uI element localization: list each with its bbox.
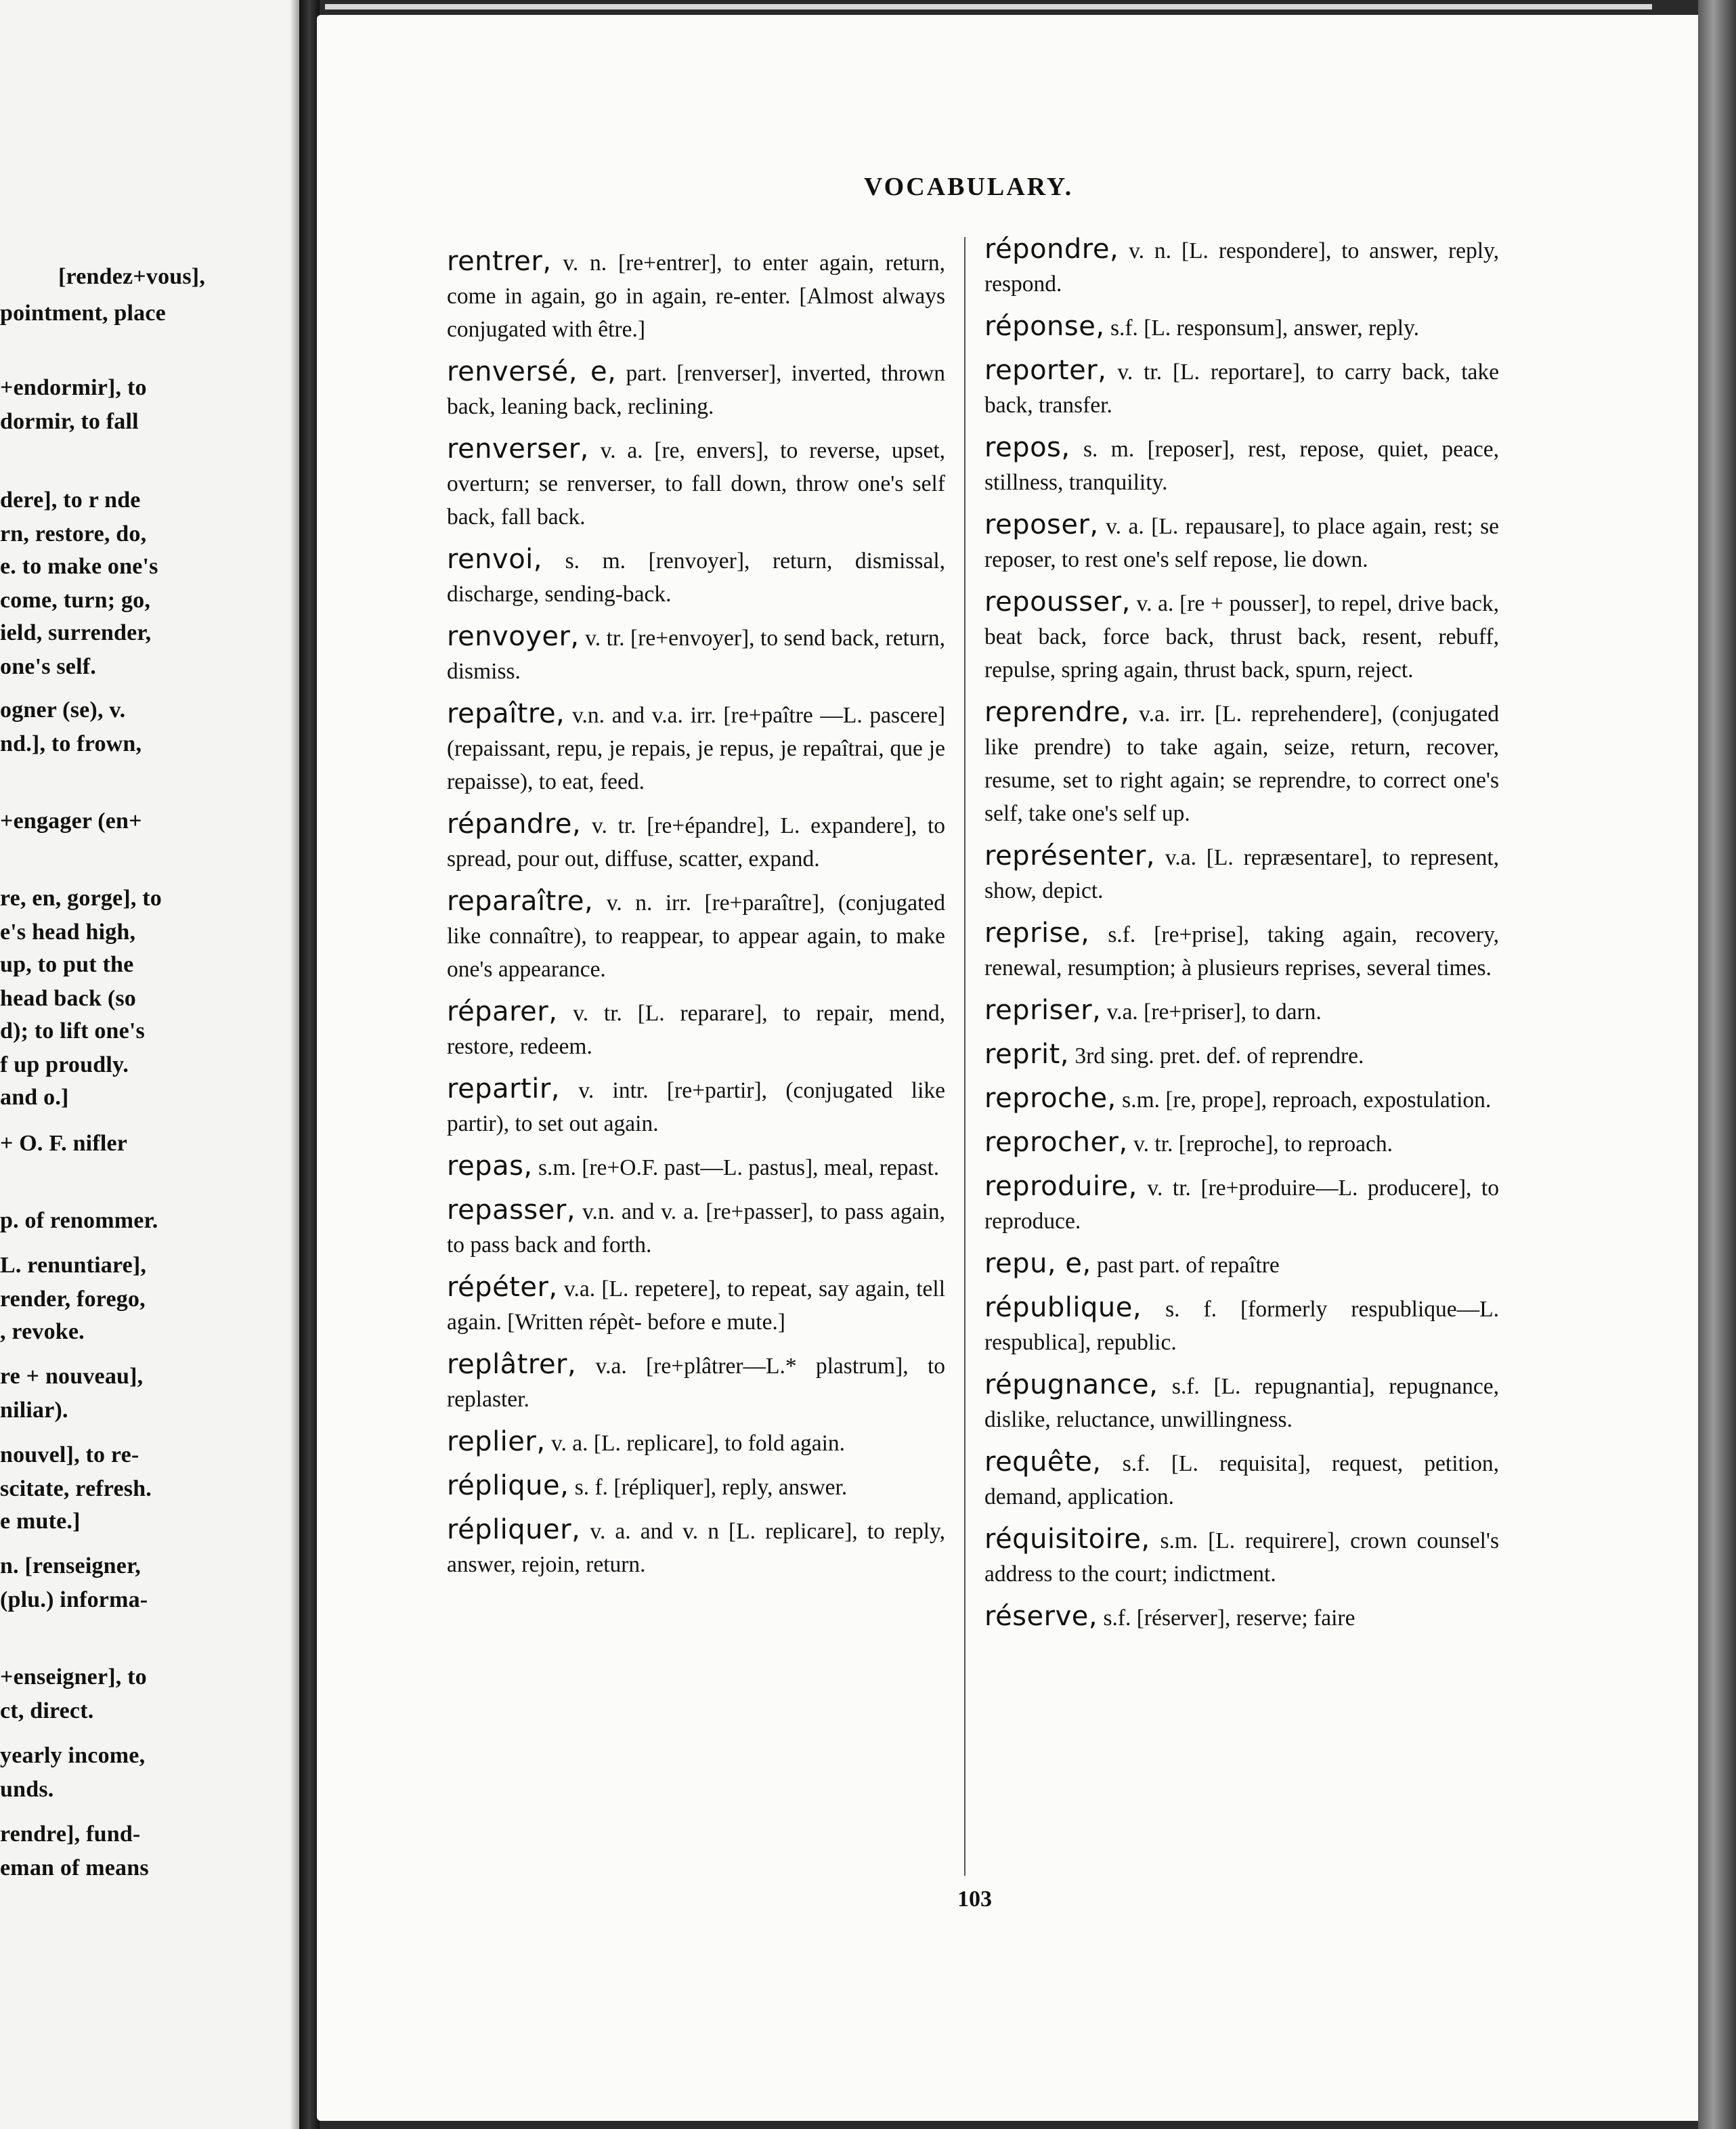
entry-headword: répondre, [984, 234, 1119, 265]
dictionary-entry [984, 431, 1499, 499]
left-page-line: dere], to r nde [0, 488, 141, 513]
left-page-line: scitate, refresh. [0, 1476, 152, 1501]
dictionary-entry [447, 1271, 945, 1339]
entry-headword: reparaître, [447, 886, 594, 917]
left-page-line: dormir, to fall [0, 409, 139, 434]
entry-headword: reposer, [984, 509, 1099, 540]
left-page-line: +endormir], to [0, 375, 147, 400]
entry-definition: past part. of repaître [1097, 1253, 1280, 1278]
left-column [447, 245, 945, 1591]
entry-definition: v. a. [L. repausare], to place again, rest; se reposer, to rest one's self repose, lie down. [984, 514, 1499, 572]
entry-headword: reproche, [984, 1083, 1116, 1114]
entry-definition: s.f. [L. requisita], request, petition, demand, application. [984, 1451, 1500, 1509]
left-page-line: e mute.] [0, 1509, 81, 1534]
entry-headword: repas, [447, 1150, 533, 1182]
entry-headword: replier, [447, 1426, 546, 1457]
dictionary-entry [447, 1513, 945, 1581]
entry-definition: s.m. [re, prope], reproach, expostulation. [1122, 1088, 1492, 1113]
entry-definition: v. tr. [L. reportare], to carry back, take back, transfer. [984, 360, 1499, 418]
entry-definition: s.m. [L. requirere], crown counsel's address to the court; indictment. [984, 1528, 1500, 1587]
left-page-line: (plu.) informa- [0, 1587, 148, 1612]
dictionary-entry [984, 1291, 1499, 1359]
left-page-line: unds. [0, 1777, 54, 1802]
entry-headword: réquisitoire, [984, 1524, 1150, 1555]
dictionary-entry [447, 1425, 945, 1460]
left-page-line: nd.], to frown, [0, 731, 142, 756]
entry-headword: réplique, [447, 1470, 569, 1501]
left-page-line: render, forego, [0, 1287, 146, 1312]
dictionary-entry [984, 1523, 1499, 1591]
dictionary-entry [984, 1446, 1499, 1513]
entry-definition: v. a. [re + pousser], to repel, drive back, beat back, force back, thrust back, resent, rebuff, repulse, spring again, thrust back, spurn, reject. [984, 591, 1499, 683]
entry-headword: rentrer, [447, 246, 552, 277]
page-edge-top [325, 4, 1652, 9]
dictionary-entry [984, 233, 1499, 301]
left-page-line: niliar). [0, 1398, 68, 1423]
entry-definition: v. a. and v. n [L. replicare], to reply, answer, rejoin, return. [447, 1519, 946, 1577]
entry-headword: répéter, [447, 1272, 558, 1303]
left-page-line: L. renuntiare], [0, 1253, 147, 1278]
entry-headword: réparer, [447, 996, 558, 1027]
left-page-line: head back (so [0, 986, 136, 1011]
dictionary-entry [984, 1369, 1499, 1436]
left-page-line: eman of means [0, 1855, 149, 1880]
dictionary-entry [447, 620, 945, 688]
dictionary-entry [984, 1170, 1499, 1238]
entry-headword: reproduire, [984, 1171, 1137, 1202]
left-page-line: +engager (en+ [0, 809, 142, 834]
entry-definition: s. m. [reposer], rest, repose, quiet, peace, stillness, tranquility. [984, 437, 1499, 495]
dictionary-entry [447, 433, 945, 534]
dictionary-entry [447, 1194, 945, 1262]
left-page-line: re + nouveau], [0, 1364, 144, 1389]
dictionary-entry [447, 697, 945, 798]
left-page-line: e's head high, [0, 920, 136, 945]
dictionary-entry [447, 543, 945, 611]
entry-headword: réponse, [984, 311, 1105, 342]
left-page-line: ogner (se), v. [0, 697, 126, 723]
entry-definition: v.a. [L. repræsentare], to represent, show, depict. [984, 845, 1500, 903]
page-number: 103 [957, 1887, 992, 1912]
dictionary-entry [447, 1348, 945, 1416]
entry-definition: v.a. irr. [L. reprehendere], (conjugated like prendre) to take again, seize, return, recover, resume, set to right again; se reprendre, to correct one's self, take one's self up. [984, 702, 1499, 826]
entry-headword: reprendre, [984, 697, 1130, 728]
entry-definition: part. [renverser], inverted, thrown back, leaning back, reclining. [447, 361, 946, 419]
entry-definition: s.f. [L. responsum], answer, reply. [1110, 316, 1419, 341]
left-page-line: e. to make one's [0, 554, 158, 579]
entry-headword: répliquer, [447, 1514, 581, 1545]
dictionary-entry [984, 994, 1499, 1029]
dictionary-entry [984, 586, 1499, 687]
dictionary-entry [447, 1073, 945, 1140]
entry-definition: s.f. [réserver], reserve; faire [1103, 1606, 1355, 1631]
entry-headword: république, [984, 1292, 1142, 1323]
left-page-line: + O. F. nifler [0, 1131, 128, 1156]
entry-headword: repaître, [447, 698, 565, 729]
entry-definition: s.f. [L. repugnantia], repugnance, dislike, reluctance, unwillingness. [984, 1374, 1499, 1432]
entry-definition: 3rd sing. pret. def. of reprendre. [1075, 1044, 1364, 1069]
entry-headword: repriser, [984, 995, 1102, 1026]
dictionary-entry [984, 1082, 1499, 1117]
entry-definition: v. tr. [re+envoyer], to send back, return, dismiss. [447, 626, 945, 684]
entry-definition: v. intr. [re+partir], (conjugated like partir), to set out again. [447, 1078, 946, 1136]
left-page-line: n. [renseigner, [0, 1553, 141, 1578]
entry-headword: replâtrer, [447, 1349, 577, 1380]
column-divider [964, 237, 965, 1876]
entry-definition: v. n. [L. respondere], to answer, reply, respond. [984, 238, 1499, 297]
dictionary-entry [447, 995, 945, 1063]
dictionary-entry [447, 245, 945, 346]
entry-headword: reprocher, [984, 1127, 1128, 1158]
left-page-line: yearly income, [0, 1743, 146, 1768]
left-page-line: +enseigner], to [0, 1664, 147, 1690]
entry-headword: repos, [984, 432, 1070, 463]
entry-headword: repousser, [984, 586, 1131, 618]
left-page-line: pointment, place [0, 301, 166, 326]
entry-definition: v. a. [re, envers], to reverse, upset, overturn; se renverser, to fall down, throw one's self back, fall back. [447, 438, 946, 530]
dictionary-entry [447, 1469, 945, 1504]
entry-headword: reprise, [984, 918, 1090, 949]
left-page-line: rendre], fund- [0, 1822, 141, 1847]
running-title: VOCABULARY. [864, 173, 1074, 201]
entry-definition: v. tr. [re+produire—L. producere], to reproduce. [984, 1176, 1499, 1234]
entry-headword: répandre, [447, 809, 582, 840]
left-page-line: p. of renommer. [0, 1208, 158, 1233]
left-page-line: up, to put the [0, 952, 134, 977]
left-page-line: [rendez+vous], [58, 264, 206, 289]
left-page-line: re, en, gorge], to [0, 886, 162, 911]
left-page-line: nouvel], to re- [0, 1442, 139, 1467]
left-page-line: rn, restore, do, [0, 521, 147, 546]
dictionary-entry [447, 885, 945, 986]
entry-headword: repartir, [447, 1073, 560, 1104]
dictionary-entry [447, 808, 945, 876]
entry-definition: s. f. [répliquer], reply, answer. [574, 1475, 848, 1500]
right-column [984, 233, 1499, 1644]
entry-headword: renversé, e, [447, 356, 617, 387]
left-page-line: ct, direct. [0, 1698, 94, 1723]
dictionary-entry [984, 696, 1499, 830]
left-page-line: ield, surrender, [0, 620, 152, 645]
entry-definition: v. tr. [re+épandre], L. expandere], to spread, pour out, diffuse, scatter, expand. [447, 813, 945, 872]
entry-definition: v.n. and v.a. irr. [re+paître —L. pascere] (repaissant, repu, je repais, je repus, je repaîtrai, que je repaisse), to eat, feed. [447, 703, 945, 794]
entry-headword: requête, [984, 1446, 1102, 1478]
entry-headword: représenter, [984, 840, 1155, 872]
entry-definition: s.f. [re+prise], taking again, recovery, renewal, resumption; à plusieurs reprises, several times. [984, 922, 1500, 981]
dictionary-entry [447, 356, 945, 423]
entry-headword: reprit, [984, 1039, 1070, 1070]
entry-headword: renverser, [447, 433, 589, 465]
left-page-line: and o.] [0, 1085, 69, 1110]
dictionary-entry [984, 354, 1499, 422]
entry-definition: s. f. [formerly respublique—L. respublica], republic. [984, 1297, 1500, 1355]
entry-headword: repasser, [447, 1195, 576, 1226]
dictionary-entry [984, 1126, 1499, 1161]
entry-definition: s.m. [re+O.F. past—L. pastus], meal, repast. [538, 1155, 940, 1180]
dictionary-entry [984, 1038, 1499, 1073]
entry-headword: renvoyer, [447, 621, 580, 652]
entry-headword: renvoi, [447, 544, 542, 575]
entry-definition: v. tr. [L. reparare], to repair, mend, restore, redeem. [447, 1001, 946, 1059]
left-page-line: f up proudly. [0, 1052, 129, 1077]
left-page-line: come, turn; go, [0, 588, 151, 613]
entry-headword: réserve, [984, 1601, 1098, 1632]
entry-headword: répugnance, [984, 1369, 1158, 1400]
dictionary-entry [984, 509, 1499, 576]
entry-definition: v.a. [L. repetere], to repeat, say again, tell again. [Written répèt- before e mute.] [447, 1276, 946, 1335]
entry-headword: reporter, [984, 355, 1107, 386]
left-page-line: one's self. [0, 654, 96, 679]
page-edge-right [1698, 0, 1736, 2129]
entry-definition: v. n. irr. [re+paraître], (conjugated like connaître), to reappear, to appear again, to make one's appearance. [447, 890, 946, 982]
entry-definition: s. m. [renvoyer], return, dismissal, discharge, sending-back. [447, 549, 945, 607]
dictionary-entry [984, 1600, 1499, 1635]
dictionary-entry [984, 917, 1499, 985]
entry-definition: v.n. and v. a. [re+passer], to pass again, to pass back and forth. [447, 1199, 945, 1257]
dictionary-entry [984, 310, 1499, 345]
dictionary-entry [984, 1247, 1499, 1282]
entry-definition: v.a. [re+plâtrer—L.* plastrum], to replaster. [447, 1354, 945, 1412]
entry-definition: v. n. [re+entrer], to enter again, return, come in again, go in again, re-enter. [Almost always conjugated with être.] [447, 251, 946, 342]
entry-definition: v. tr. [reproche], to reproach. [1133, 1132, 1393, 1157]
dictionary-entry [447, 1150, 945, 1184]
dictionary-entry [984, 840, 1499, 907]
left-page-line: , revoke. [0, 1319, 85, 1344]
entry-definition: v. a. [L. replicare], to fold again. [550, 1431, 845, 1456]
entry-headword: repu, e, [984, 1248, 1091, 1279]
facing-page-left [0, 0, 299, 2129]
entry-definition: v.a. [re+priser], to darn. [1106, 999, 1322, 1025]
left-page-line: d); to lift one's [0, 1018, 145, 1044]
